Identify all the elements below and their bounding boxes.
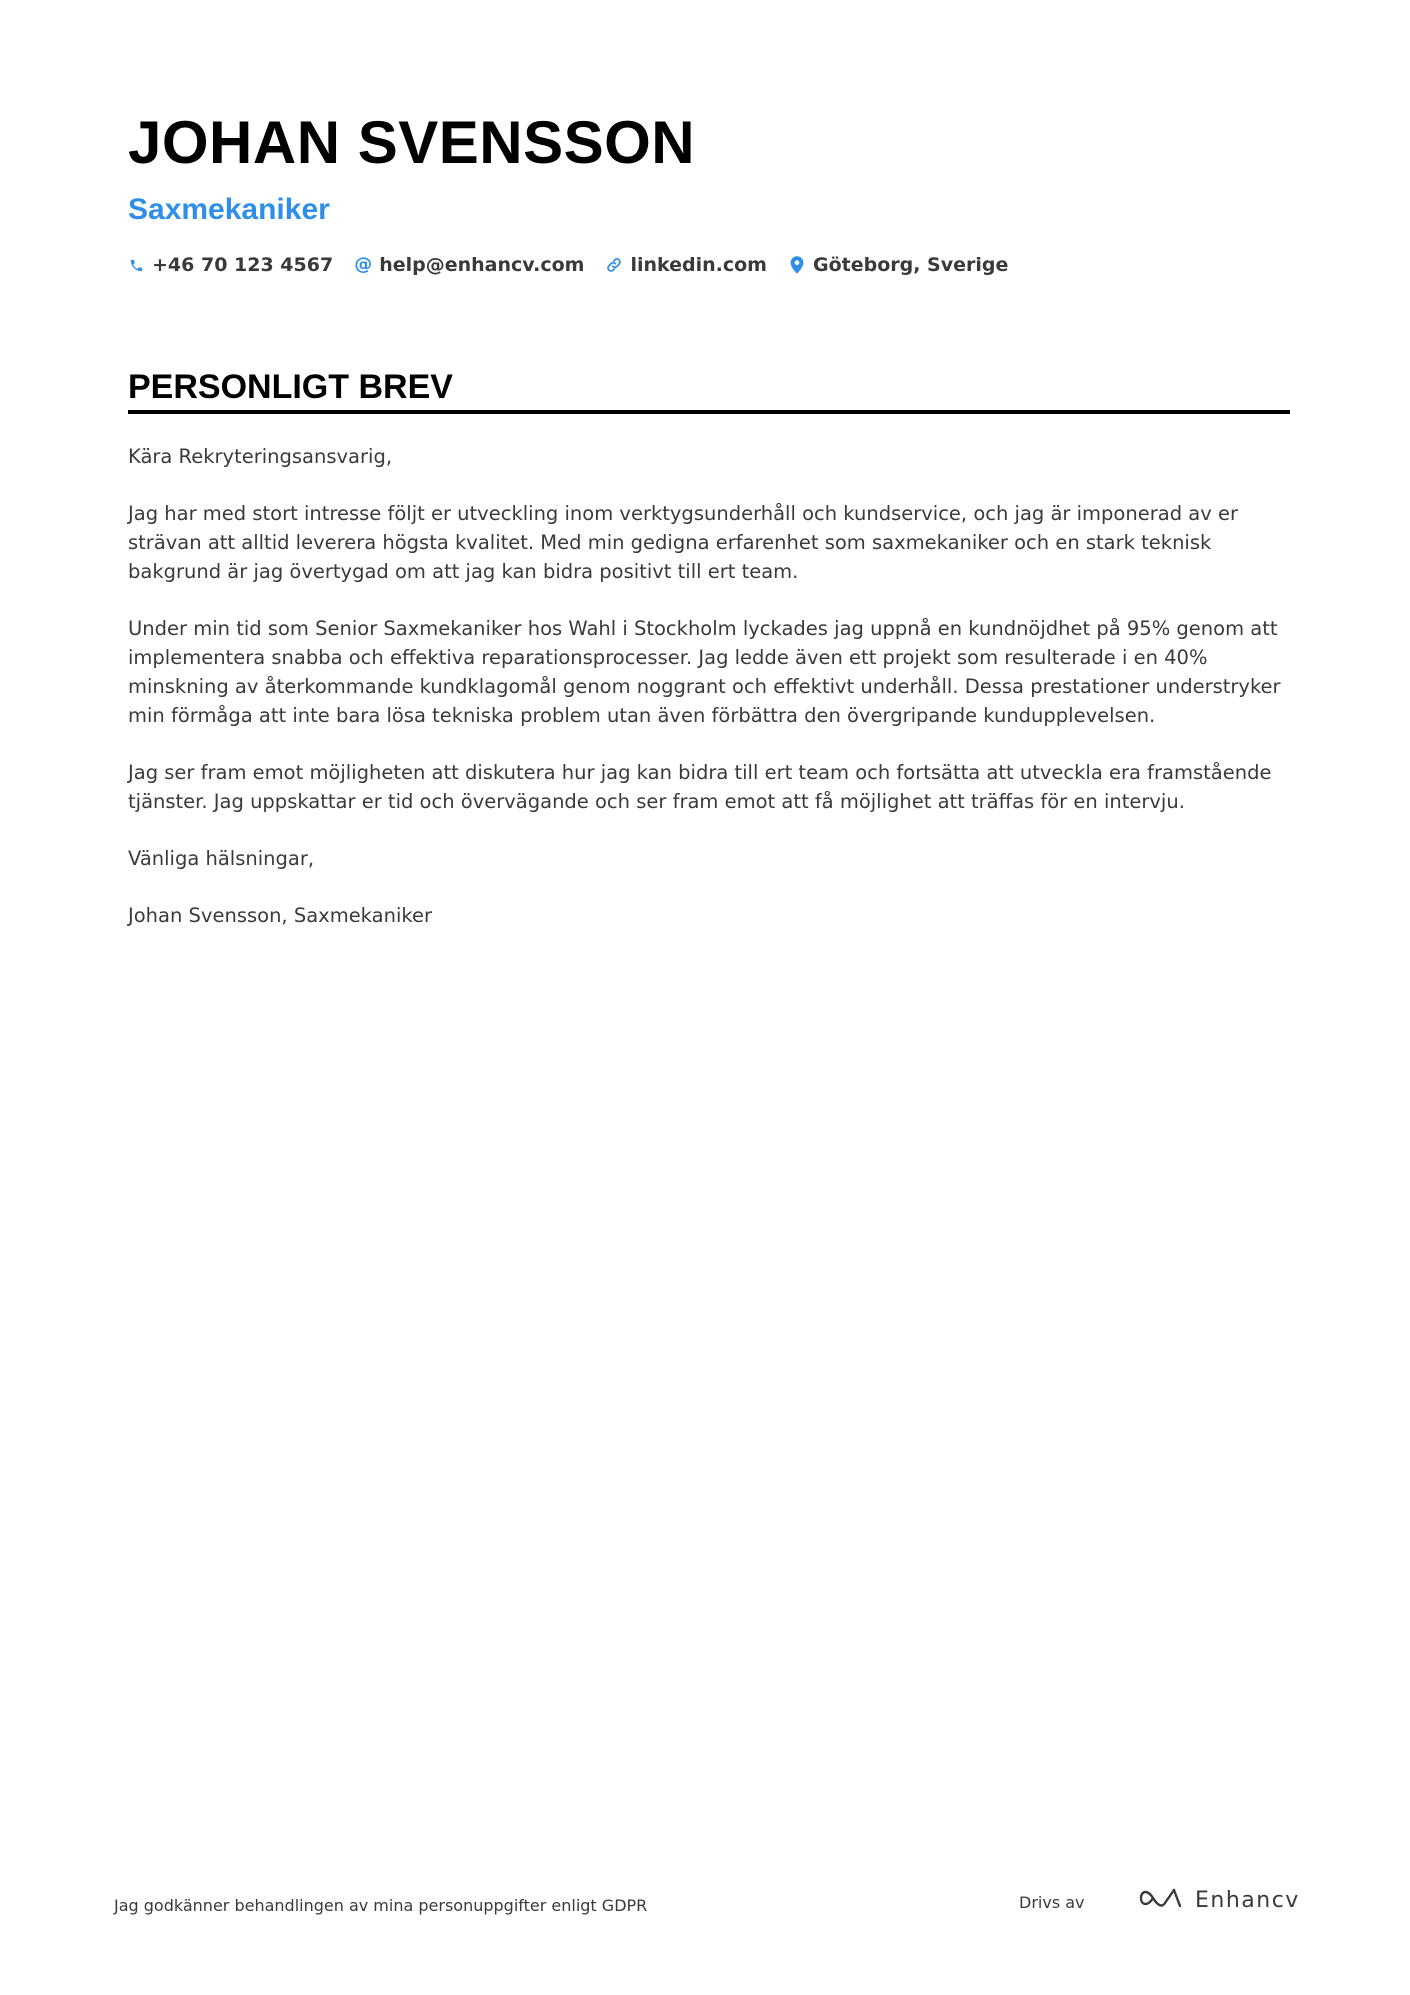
- brand-name: Enhancv: [1195, 1887, 1300, 1913]
- at-icon: @: [354, 254, 373, 275]
- letter-signature: Johan Svensson, Saxmekaniker: [128, 904, 432, 927]
- contact-link: [606, 254, 767, 276]
- location-text: Göteborg, Sverige: [812, 254, 1009, 276]
- powered-by-label: Drivs av: [1019, 1893, 1085, 1912]
- job-title: Saxmekaniker: [128, 193, 330, 226]
- profile-link[interactable]: linkedin.com: [630, 254, 767, 276]
- contact-phone: [128, 254, 333, 276]
- contact-location: [789, 254, 1008, 276]
- brand-logo[interactable]: [1139, 1886, 1300, 1914]
- applicant-name: JOHAN SVENSSON: [128, 109, 696, 176]
- location-pin-icon: [789, 256, 805, 274]
- section-divider: [128, 410, 1290, 414]
- gdpr-consent-text: Jag godkänner behandlingen av mina personuppgifter enligt GDPR: [114, 1896, 648, 1915]
- letter-paragraph: Jag har med stort intresse följt er utveckling inom verktygsunderhåll och kundservice, och jag är imponerad av er strävan att alltid leverera högsta kvalitet. Med min gedigna erfarenhet som saxmekaniker och en stark teknisk bakgrund är jag övertygad om att jag kan bidra positivt till ert team.: [128, 502, 1238, 583]
- letter-closing: Vänliga hälsningar,: [128, 847, 315, 870]
- enhancv-logo-icon: [1139, 1886, 1185, 1914]
- section-title: PERSONLIGT BREV: [128, 368, 453, 406]
- link-icon: [606, 256, 622, 274]
- phone-number: +46 70 123 4567: [152, 254, 334, 276]
- contact-email: [355, 254, 584, 276]
- letter-paragraph: Under min tid som Senior Saxmekaniker hos Wahl i Stockholm lyckades jag uppnå en kundnöjdhet på 95% genom att implementera snabba och effektiva reparationsprocesser. Jag ledde även ett projekt som resulterade i en 40% minskning av återkommande kundklagomål genom noggrant och effektivt underhåll. Dessa prestationer understryker min förmåga att inte bara lösa tekniska problem utan även förbättra den övergripande kundupplevelsen.: [128, 617, 1281, 727]
- letter-paragraph: Jag ser fram emot möjligheten att diskutera hur jag kan bidra till ert team och fortsätta att utveckla era framstående tjänster. Jag uppskattar er tid och övervägande och ser fram emot att få möjlighet att träffas för en intervju.: [128, 761, 1272, 813]
- letter-greeting: Kära Rekryteringsansvarig,: [128, 445, 393, 468]
- phone-icon: [128, 256, 144, 274]
- contact-bar: [128, 254, 1008, 276]
- letter-body: [128, 442, 1290, 958]
- email-address[interactable]: help@enhancv.com: [379, 254, 585, 276]
